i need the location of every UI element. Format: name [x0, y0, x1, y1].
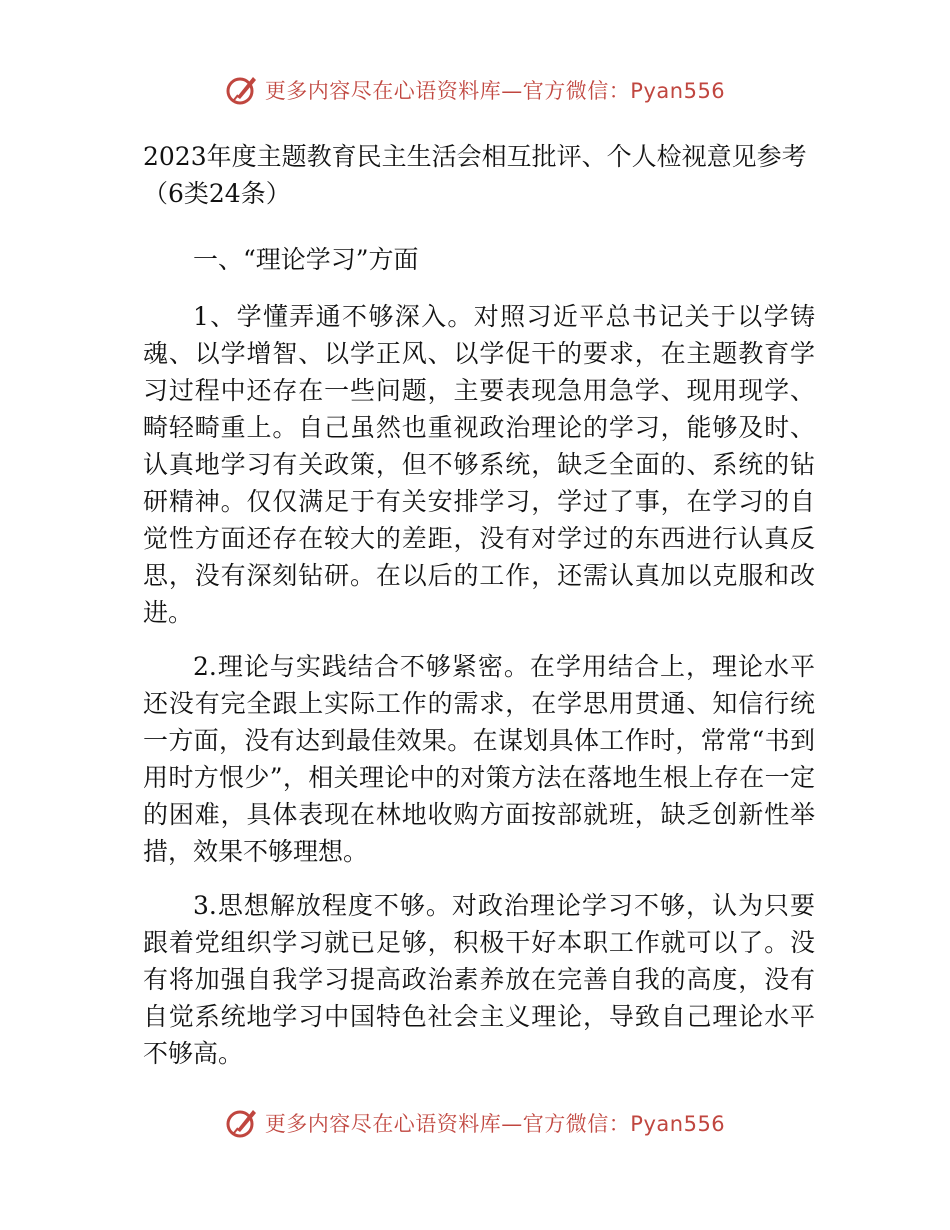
section-heading: 一、“理论学习”方面: [193, 245, 419, 274]
paragraph: 3.思想解放程度不够。对政治理论学习不够，认为只要跟着党组织学习就已足够，积极干好本职工作就可以了。没有将加强自我学习提高政治素养放在完善自我的高度，没有自觉系统地学习中国特色社会主义理论，导致自己理论水平不够高。: [143, 891, 815, 1068]
paragraph: 2.理论与实践结合不够紧密。在学用结合上，理论水平还没有完全跟上实际工作的需求，在学思用贯通、知信行统一方面，没有达到最佳效果。在谋划具体工作时，常常“书到用时方恨少”，相关理论中的对策方法在落地生根上存在一定的困难，具体表现在林地收购方面按部就班，缺乏创新性举措，效果不够理想。: [143, 652, 815, 866]
footer-watermark-banner: [0, 1103, 950, 1143]
quill-circle-logo-icon: [225, 1106, 259, 1140]
header-watermark-banner: [0, 70, 950, 110]
quill-circle-logo-icon: [225, 73, 259, 107]
watermark-text: 更多内容尽在心语资料库—官方微信：Pyan556: [264, 79, 726, 103]
document-body: [143, 138, 815, 1072]
paragraph: 1、学懂弄通不够深入。对照习近平总书记关于以学铸魂、以学增智、以学正风、以学促干的要求，在主题教育学习过程中还存在一些问题，主要表现急用急学、现用现学、畸轻畸重上。自己虽然也重视政治理论的学习，能够及时、认真地学习有关政策，但不够系统，缺乏全面的、系统的钻研精神。仅仅满足于有关安排学习，学过了事，在学习的自觉性方面还存在较大的差距，没有对学过的东西进行认真反思，没有深刻钻研。在以后的工作，还需认真加以克服和改进。: [143, 302, 815, 627]
document-title: 2023年度主题教育民主生活会相互批评、个人检视意见参考（6类24条）: [143, 142, 807, 208]
watermark-text: 更多内容尽在心语资料库—官方微信：Pyan556: [264, 1112, 726, 1136]
